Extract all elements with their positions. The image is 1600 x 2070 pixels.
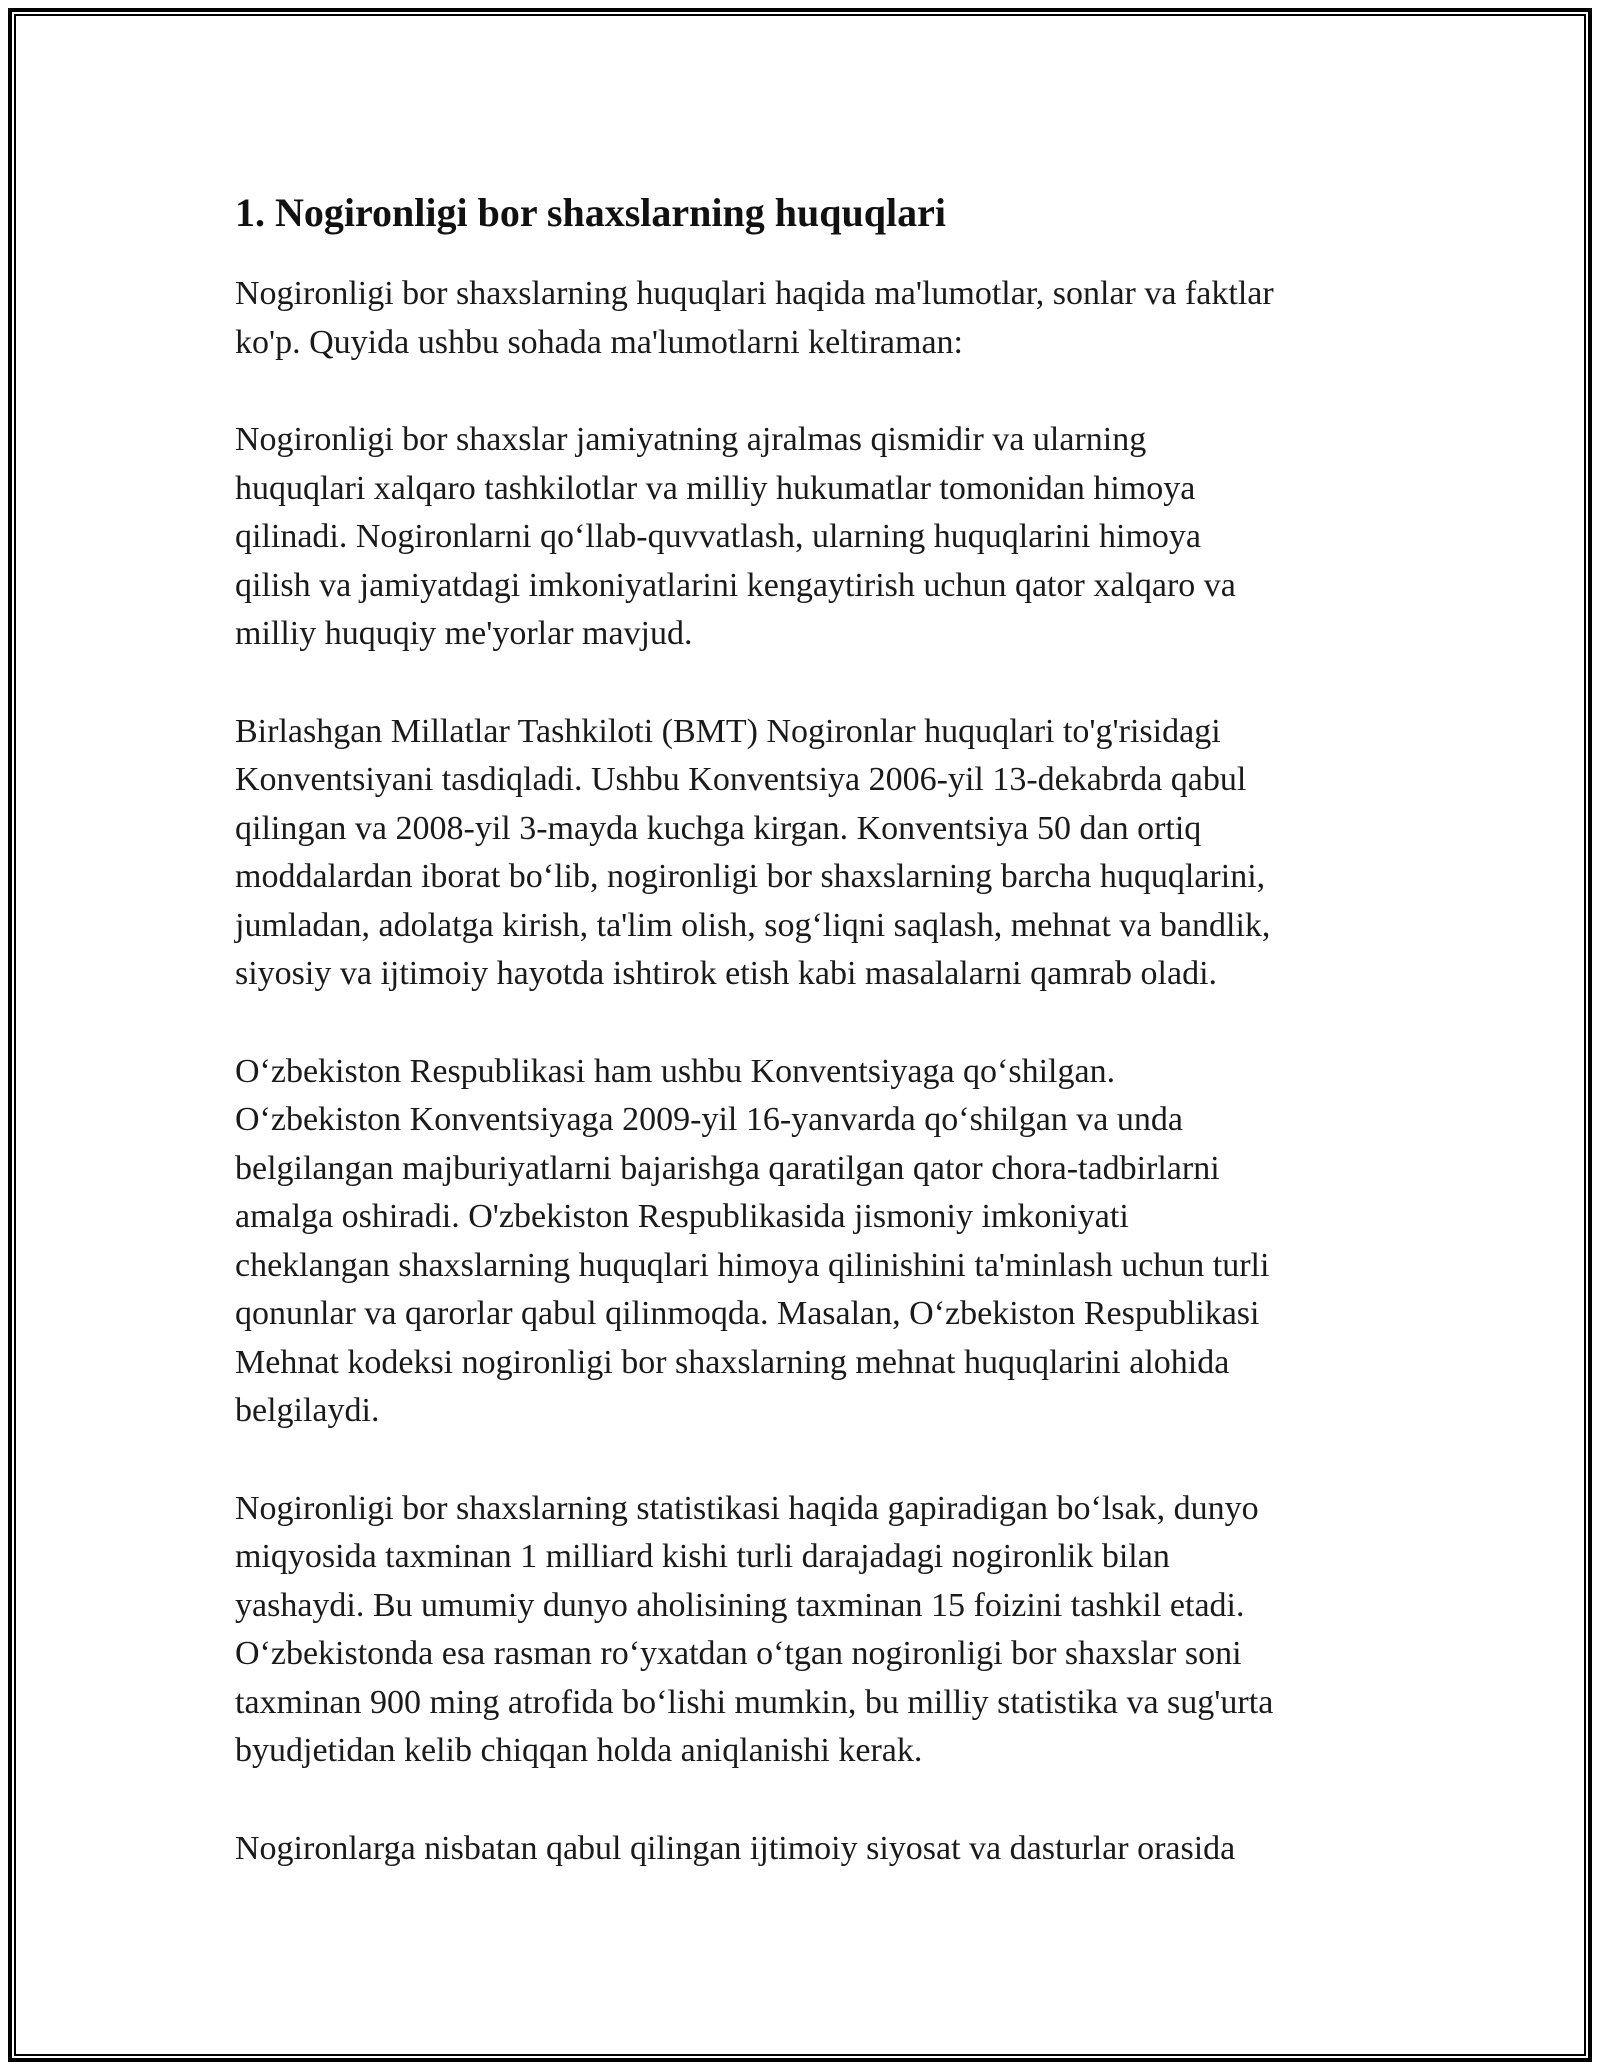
uzbekistan-convention-paragraph: O‘zbekiston Respublikasi ham ushbu Konventsiyaga qo‘shilgan. O‘zbekiston Konventsiyaga 2009-yil 16-yanvarda qo‘shilgan va unda belgilangan majburiyatlarni bajarishga qaratilgan qator chora-tadbirlarni amalga oshiradi. O'zbekiston Respublikasida jismoniy imkoniyati cheklangan shaxslarning huquqlari himoya qilinishini ta'minlash uchun turli qonunlar va qarorlar qabul qilinmoqda. Masalan, O‘zbekiston Respublikasi Mehnat kodeksi nogironligi bor shaxslarning mehnat huquqlarini alohida belgilaydi. (235, 1052, 1270, 1429)
section-heading: 1. Nogironligi bor shaxslarning huquqlari (235, 190, 946, 235)
rights-protection-paragraph: Nogironligi bor shaxslar jamiyatning ajralmas qismidir va ularning huquqlari xalqaro tashkilotlar va milliy hukumatlar tomonidan himoya qilinadi. Nogironlarni qo‘llab-quvvatlash, ularning huquqlarini himoya qilish va jamiyatdagi imkoniyatlarini kengaytirish uchun qator xalqaro va milliy huquqiy me'yorlar mavjud. (235, 421, 1236, 652)
intro-paragraph: Nogironligi bor shaxslarning huquqlari haqida ma'lumotlar, sonlar va faktlar ko'p. Quyida ushbu sohada ma'lumotlarni keltiraman: (235, 275, 1274, 361)
social-policy-paragraph: Nogironlarga nisbatan qabul qilingan ijtimoiy siyosat va dasturlar orasida (235, 1829, 1236, 1867)
document-body (235, 188, 1385, 1922)
statistics-paragraph: Nogironligi bor shaxslarning statistikasi haqida gapiradigan bo‘lsak, dunyo miqyosida taxminan 1 milliard kishi turli darajadagi nogironlik bilan yashaydi. Bu umumiy dunyo aholisining taxminan 15 foizini tashkil etadi. O‘zbekistonda esa rasman ro‘yxatdan o‘tgan nogironligi bor shaxslar soni taxminan 900 ming atrofida bo‘lishi mumkin, bu milliy statistika va sug'urta byudjetidan kelib chiqqan holda aniqlanishi kerak. (235, 1489, 1274, 1769)
un-convention-paragraph: Birlashgan Millatlar Tashkiloti (BMT) Nogironlar huquqlari to'g'risidagi Konventsiyani tasdiqladi. Ushbu Konventsiya 2006-yil 13-dekabrda qabul qilingan va 2008-yil 3-mayda kuchga kirgan. Konventsiya 50 dan ortiq moddalardan iborat bo‘lib, nogironligi bor shaxslarning barcha huquqlarini, jumladan, adolatga kirish, ta'lim olish, sog‘liqni saqlash, mehnat va bandlik, siyosiy va ijtimoiy hayotda ishtirok etish kabi masalalarni qamrab oladi. (235, 712, 1271, 992)
